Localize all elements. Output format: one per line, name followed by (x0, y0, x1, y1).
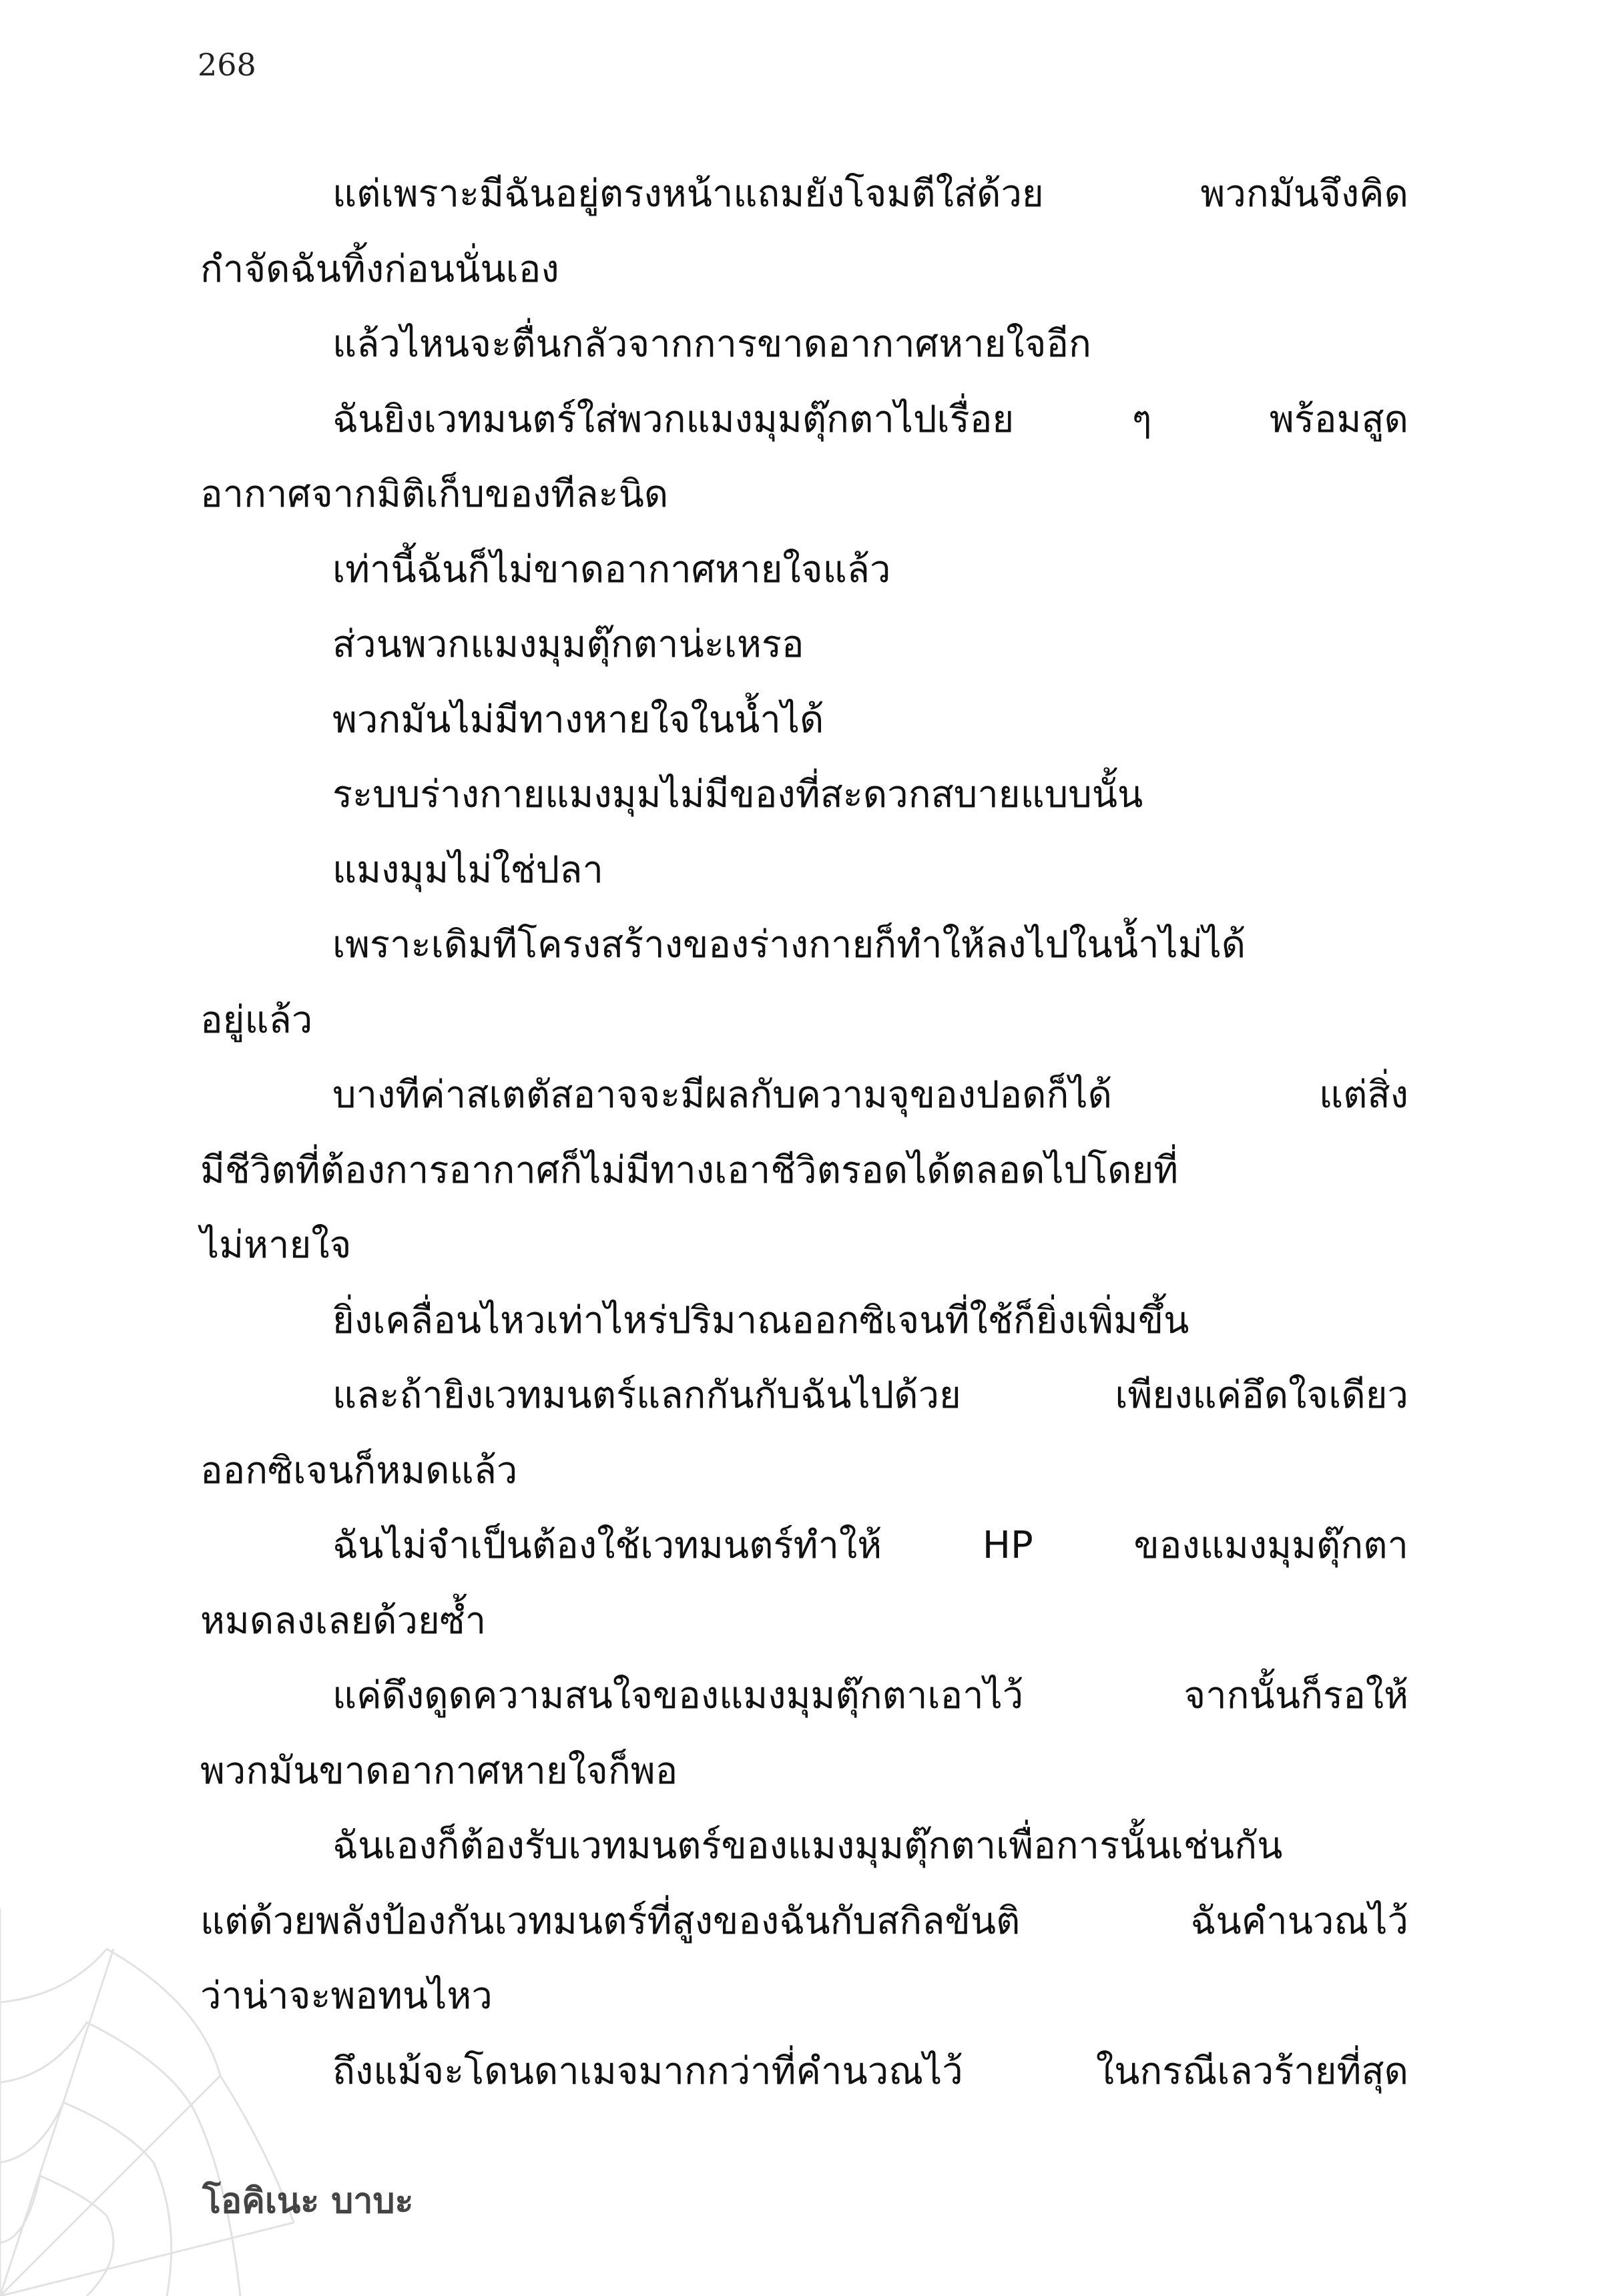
text-line: เพราะเดิมทีโครงสร้างของร่างกายก็ทำให้ลงไปในน้ำไม่ได้ (332, 923, 1246, 966)
text-line: บางทีค่าสเตตัสอาจจะมีผลกับความจุของปอดก็ได้ แต่สิ่ง (332, 1073, 1408, 1117)
text-line: ฉันไม่จำเป็นต้องใช้เวทมนตร์ทำให้ HP ของแมงมุมตุ๊กตา (332, 1524, 1408, 1567)
text-line: อากาศจากมิติเก็บของทีละนิด (200, 473, 669, 516)
page-number: 268 (198, 47, 256, 83)
text-line: ฉันเองก็ต้องรับเวทมนตร์ของแมงมุมตุ๊กตาเพื่อการนั้นเช่นกัน (332, 1824, 1283, 1868)
text-line: แมงมุมไม่ใช่ปลา (332, 848, 603, 892)
text-line: ยิ่งเคลื่อนไหวเท่าไหร่ปริมาณออกซิเจนที่ใช้ก็ยิ่งเพิ่มขึ้น (332, 1298, 1189, 1342)
text-line: แต่ด้วยพลังป้องกันเวทมนตร์ที่สูงของฉันกับสกิลขันติ ฉันคำนวณไว้ (200, 1899, 1408, 1943)
spider-web-icon (0, 1909, 307, 2296)
text-line: หมดลงเลยด้วยซ้ำ (200, 1599, 487, 1643)
body-text (200, 157, 1408, 2109)
text-line: แต่เพราะมีฉันอยู่ตรงหน้าแถมยังโจมตีใส่ด้วย พวกมันจึงคิด (332, 172, 1408, 216)
text-line: แล้วไหนจะตื่นกลัวจากการขาดอากาศหายใจอีก (332, 322, 1091, 366)
text-line: ฉันยิงเวทมนตร์ใส่พวกแมงมุมตุ๊กตาไปเรื่อย ๆ พร้อมสูด (332, 397, 1408, 441)
footer-author-name: โอคิเนะ บาบะ (202, 2181, 414, 2221)
text-line: ออกซิเจนก็หมดแล้ว (200, 1448, 518, 1492)
text-line: ว่าน่าจะพอทนไหว (200, 1974, 493, 2018)
text-line: กำจัดฉันทิ้งก่อนนั่นเอง (200, 247, 559, 291)
text-line: ระบบร่างกายแมงมุมไม่มีของที่สะดวกสบายแบบนั้น (332, 773, 1143, 816)
text-line: และถ้ายิงเวทมนตร์แลกกันกับฉันไปด้วย เพียงแค่อึดใจเดียว (332, 1374, 1408, 1417)
text-line: พวกมันไม่มีทางหายใจในน้ำได้ (332, 697, 824, 742)
text-line: ถึงแม้จะโดนดาเมจมากกว่าที่คำนวณไว้ ในกรณีเลวร้ายที่สุด (332, 2049, 1408, 2093)
text-line: แค่ดึงดูดความสนใจของแมงมุมตุ๊กตาเอาไว้ จากนั้นก็รอให้ (332, 1674, 1408, 1717)
text-line: อยู่แล้ว (200, 998, 313, 1042)
text-line: เท่านี้ฉันก็ไม่ขาดอากาศหายใจแล้ว (332, 547, 891, 591)
text-line: ส่วนพวกแมงมุมตุ๊กตาน่ะเหรอ (332, 623, 804, 666)
text-line: ไม่หายใจ (200, 1223, 352, 1267)
text-line: พวกมันขาดอากาศหายใจก็พอ (200, 1749, 678, 1793)
text-line: มีชีวิตที่ต้องการอากาศก็ไม่มีทางเอาชีวิตรอดได้ตลอดไปโดยที่ (200, 1148, 1179, 1192)
